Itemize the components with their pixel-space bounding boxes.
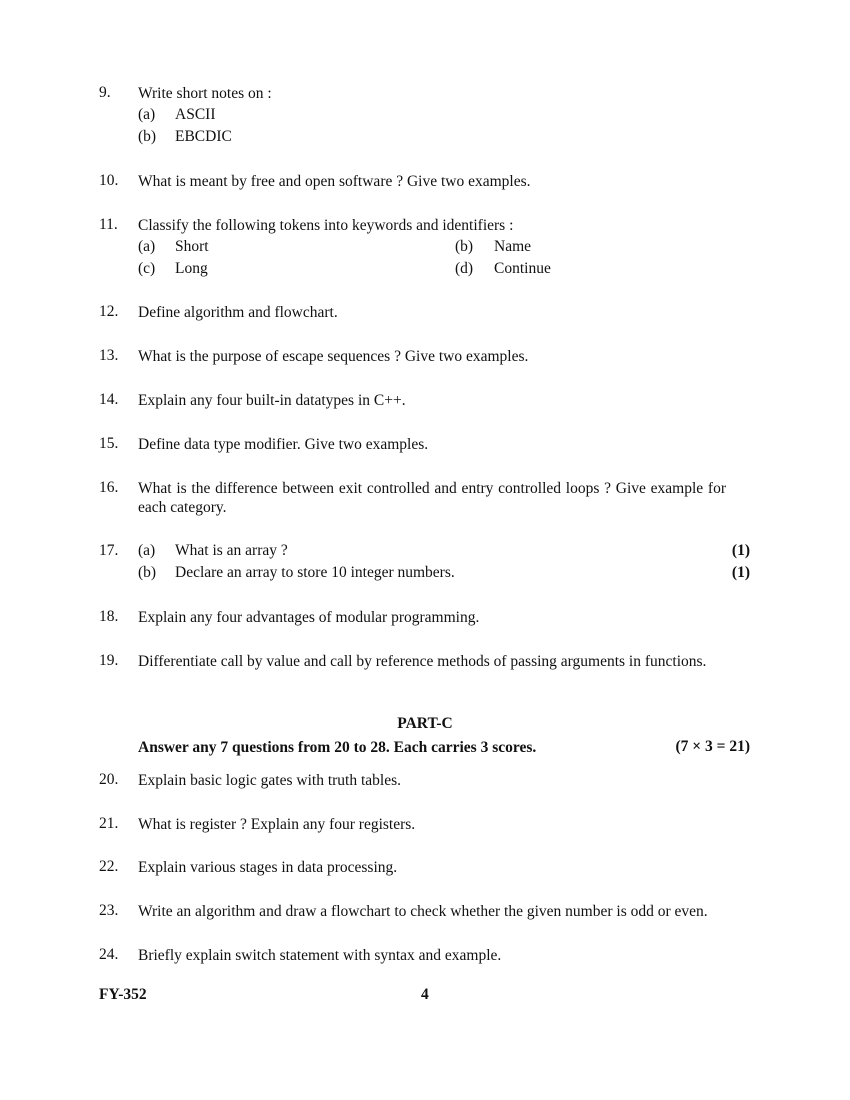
question-number: 20. — [99, 771, 119, 788]
question-text: What is the difference between exit controlled and entry controlled loops ? Give example for each category. — [138, 480, 726, 516]
option-label: (c) — [138, 260, 156, 277]
question-number: 9. — [99, 84, 111, 101]
mark-label: (1) — [731, 564, 750, 581]
question-text: Classify the following tokens into keywords and identifiers : — [138, 217, 514, 234]
question-text: Explain any four built-in datatypes in C++. — [138, 392, 406, 409]
paper-code: FY-352 — [99, 986, 147, 1003]
option-label: (a) — [138, 238, 156, 255]
question-text: What is register ? Explain any four registers. — [138, 816, 416, 833]
question-text: Differentiate call by value and call by reference methods of passing arguments in functions. — [138, 653, 707, 670]
question-number: 21. — [99, 815, 119, 832]
option-text: Declare an array to store 10 integer numbers. — [175, 564, 455, 581]
question-number: 16. — [99, 479, 119, 496]
question-number: 17. — [99, 542, 119, 559]
question-number: 24. — [99, 946, 119, 963]
option-label: (b) — [455, 238, 474, 255]
part-c-marks: (7 × 3 = 21) — [675, 738, 750, 755]
option-label: (b) — [138, 128, 157, 145]
question-text: Explain any four advantages of modular programming. — [138, 609, 480, 626]
question-number: 15. — [99, 435, 119, 452]
question-text: Explain various stages in data processing. — [138, 859, 398, 876]
question-text: What is meant by free and open software ? Give two examples. — [138, 173, 531, 190]
part-c-instruction: Answer any 7 questions from 20 to 28. Each carries 3 scores. — [138, 739, 537, 756]
page-number: 4 — [421, 986, 429, 1003]
question-number: 10. — [99, 172, 119, 189]
question-text: Explain basic logic gates with truth tables. — [138, 772, 402, 789]
option-label: (a) — [138, 106, 156, 123]
question-number: 18. — [99, 608, 119, 625]
question-number: 23. — [99, 902, 119, 919]
option-text: Name — [494, 238, 532, 255]
option-label: (b) — [138, 564, 157, 581]
question-text: Write short notes on : — [138, 85, 272, 102]
question-text: What is the purpose of escape sequences ? Give two examples. — [138, 348, 529, 365]
question-number: 19. — [99, 652, 119, 669]
part-c-title: PART-C — [397, 715, 453, 732]
question-number: 13. — [99, 347, 119, 364]
mark-label: (1) — [731, 542, 750, 559]
question-number: 14. — [99, 391, 119, 408]
question-text: Briefly explain switch statement with syntax and example. — [138, 947, 502, 964]
question-number: 11. — [99, 216, 118, 233]
option-text: What is an array ? — [175, 542, 288, 559]
option-text: ASCII — [175, 106, 216, 123]
option-label: (d) — [455, 260, 474, 277]
question-text: Define data type modifier. Give two examples. — [138, 436, 429, 453]
question-number: 22. — [99, 858, 119, 875]
question-number: 12. — [99, 303, 119, 320]
option-text: Long — [175, 260, 208, 277]
option-text: Continue — [494, 260, 551, 277]
question-text: Write an algorithm and draw a flowchart to check whether the given number is odd or even. — [138, 903, 708, 920]
option-text: EBCDIC — [175, 128, 232, 145]
option-text: Short — [175, 238, 209, 255]
question-text: Define algorithm and flowchart. — [138, 304, 338, 321]
option-label: (a) — [138, 542, 156, 559]
